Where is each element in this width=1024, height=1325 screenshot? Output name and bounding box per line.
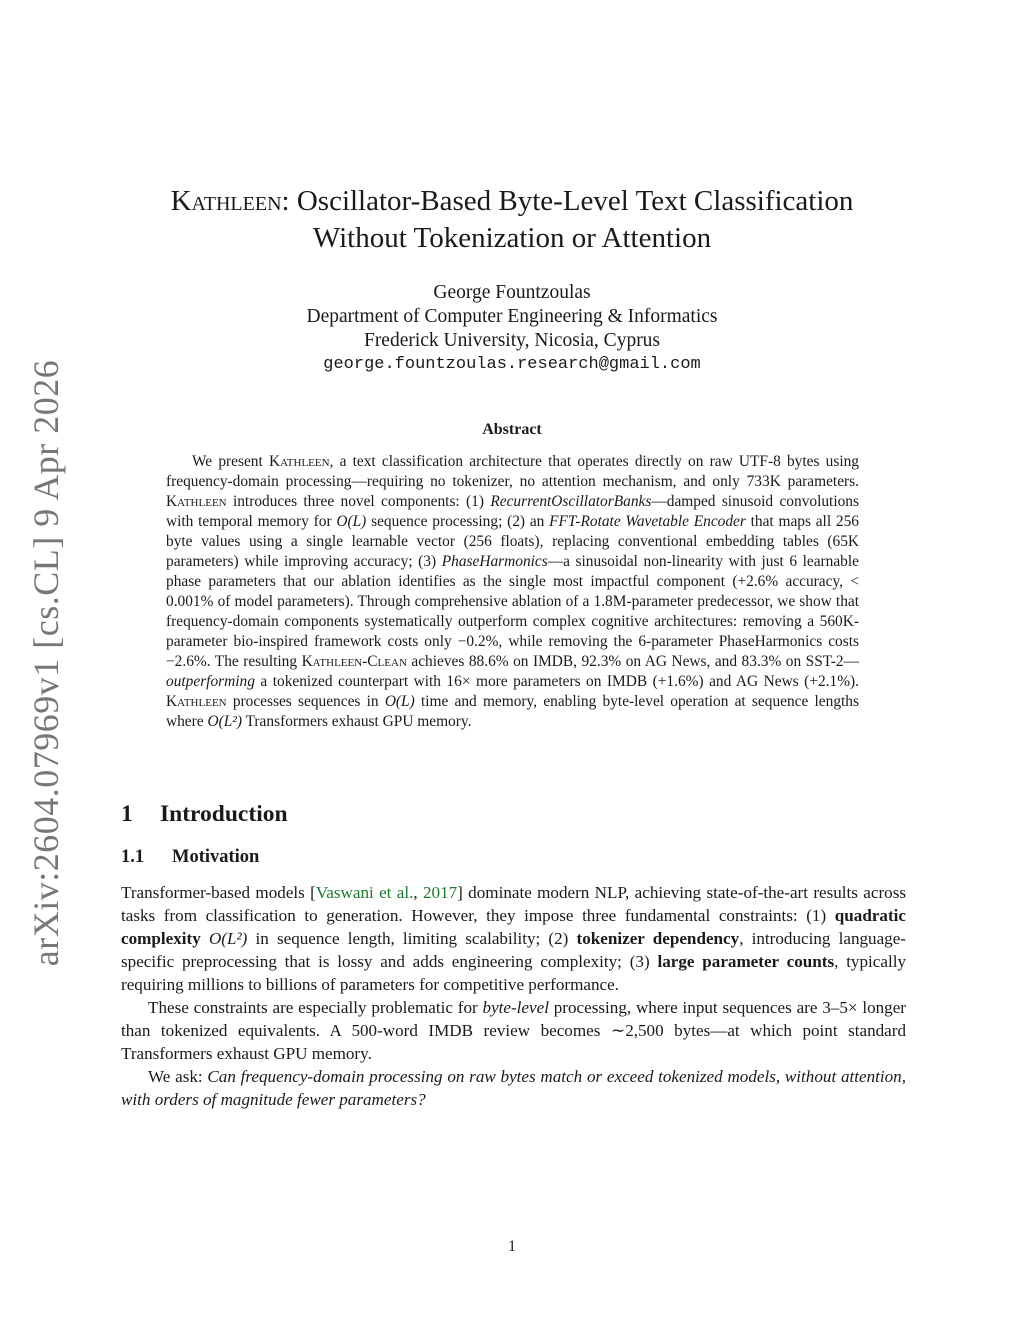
bold-term: large parameter counts — [657, 952, 835, 971]
paper-title — [0, 183, 1024, 257]
system-name: Kathleen — [268, 453, 330, 470]
section-title: Introduction — [160, 801, 288, 827]
title-line2: Without Tokenization or Attention — [312, 222, 712, 254]
author-university: Frederick University, Nicosia, Cyprus — [363, 330, 661, 351]
citation-link[interactable]: Vaswani et al. — [315, 883, 414, 902]
component-name: FFT-Rotate Wavetable Encoder — [549, 513, 746, 530]
subsection-title: Motivation — [172, 847, 260, 867]
system-name: Kathleen — [166, 493, 227, 510]
component-name: PhaseHarmonics — [441, 553, 548, 570]
system-name: Kathleen — [166, 693, 227, 710]
author-email: george.fountzoulas.research@gmail.com — [323, 355, 701, 374]
title-line1: : Oscillator-Based Byte-Level Text Classification — [281, 185, 854, 217]
system-name: Kathleen-Clean — [301, 653, 407, 670]
math-complexity: O(L) — [384, 693, 415, 710]
page-number: 1 — [508, 1238, 516, 1255]
section-heading — [121, 801, 288, 828]
author-name: George Fountzoulas — [433, 282, 591, 303]
body-paragraph-1: Transformer-based models [Vaswani et al., 2017] dominate modern NLP, achieving state-of-the-art results across tasks from classification to generation. However, they impose three fundamental constraints: (1) quadratic complexity O(L²) in sequence length, limiting scalability; (2) tokenizer dependency, introducing language-specific preprocessing that is lossy and adds engineering complexity; (3) large parameter counts, typically requiring millions to billions of parameters for competitive performance. — [121, 883, 907, 994]
abstract-body — [166, 452, 859, 732]
subsection-heading — [121, 847, 259, 868]
citation-year-link[interactable]: 2017 — [422, 883, 458, 902]
research-question: Can frequency-domain processing on raw bytes match or exceed tokenized models, without attention, with orders of magnitude fewer parameters? — [121, 1067, 906, 1109]
emphasis: byte-level — [482, 998, 549, 1017]
abstract-paragraph: We present Kathleen, a text classification architecture that operates directly on raw UTF-8 bytes using frequency-domain processing—requiring no tokenizer, no attention mechanism, and only 733K parameters. Kathleen introduces three novel components: (1) RecurrentOscillatorBanks—damped sinusoid convolutions with temporal memory for O(L) sequence processing; (2) an FFT-Rotate Wavetable Encoder that maps all 256 byte values using a single learnable vector (256 floats), replacing conventional embedding tables (65K parameters) while improving accuracy; (3) PhaseHarmonics—a sinusoidal non-linearity with just 6 learnable phase parameters that our ablation identifies as the single most impactful component (+2.6% accuracy, < 0.001% of model parameters). Through comprehensive ablation of a 1.8M-parameter predecessor, we show that frequency-domain components systematically outperform complex cognitive architectures: removing a 560K-parameter bio-inspired framework costs only −0.2%, while removing the 6-parameter PhaseHarmonics costs −2.6%. The resulting Kathleen-Clean achieves 88.6% on IMDB, 92.3% on AG News, and 83.3% on SST-2—outperforming a tokenized counterpart with 16× more parameters on IMDB (+1.6%) and AG News (+2.1%). Kathleen processes sequences in O(L) time and memory, enabling byte-level operation at sequence lengths where O(L²) Transformers exhaust GPU memory. — [166, 453, 859, 730]
arxiv-sidebar-stamp: arXiv:2604.07969v1 [cs.CL] 9 Apr 2026 — [26, 359, 66, 967]
math-complexity: O(L²) — [208, 929, 248, 948]
math-complexity: O(L²) — [207, 713, 242, 730]
title-system-name: Kathleen — [170, 185, 282, 217]
math-complexity: O(L) — [336, 513, 367, 530]
body-paragraph-3: We ask: Can frequency-domain processing on raw bytes match or exceed tokenized models, without attention, with orders of magnitude fewer parameters? — [121, 1067, 906, 1109]
author-department: Department of Computer Engineering & Informatics — [306, 306, 718, 327]
component-name: RecurrentOscillatorBanks — [490, 493, 652, 510]
bold-term: quadratic complexity — [121, 906, 906, 948]
body-paragraph-2: These constraints are especially problematic for byte-level processing, where input sequences are 3–5× longer than tokenized equivalents. A 500-word IMDB review becomes ∼2,500 bytes—at which point standard Transformers exhaust GPU memory. — [121, 998, 906, 1063]
emphasis: outperforming — [166, 673, 255, 690]
abstract-heading: Abstract — [482, 421, 542, 438]
body-text — [121, 881, 906, 1111]
author-block — [0, 281, 1024, 377]
section-number: 1 — [121, 801, 133, 827]
subsection-number: 1.1 — [121, 847, 145, 867]
bold-term: tokenizer dependency — [576, 929, 740, 948]
